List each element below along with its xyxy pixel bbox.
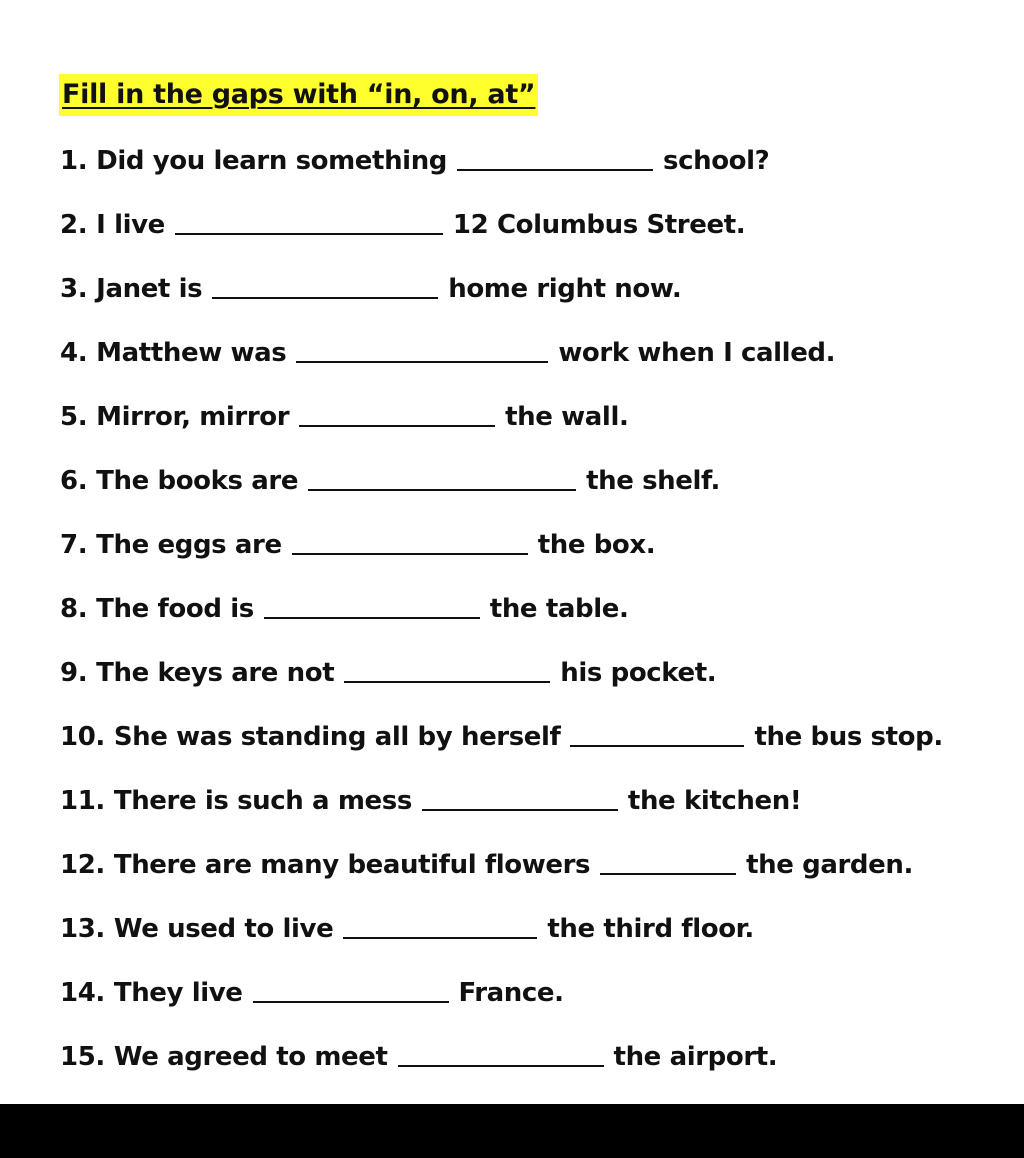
question-number: 9.	[60, 658, 88, 688]
question-text-after: the table.	[489, 594, 629, 624]
question-text-after: the kitchen!	[627, 786, 802, 816]
question-text-after: the airport.	[613, 1042, 778, 1072]
answer-blank[interactable]	[253, 1001, 449, 1003]
question-7	[60, 522, 1020, 586]
question-text-after: the box.	[537, 530, 656, 560]
question-number: 4.	[60, 338, 88, 368]
question-text-after: the bus stop.	[754, 722, 943, 752]
answer-blank[interactable]	[299, 425, 495, 427]
question-number: 5.	[60, 402, 88, 432]
question-3	[60, 266, 1020, 330]
answer-blank[interactable]	[457, 169, 653, 171]
answer-blank[interactable]	[212, 297, 438, 299]
question-number: 2.	[60, 210, 88, 240]
question-12	[60, 842, 1020, 906]
question-8	[60, 586, 1020, 650]
answer-blank[interactable]	[422, 809, 618, 811]
question-text-after: 12 Columbus Street.	[452, 210, 746, 240]
question-15	[60, 1034, 1020, 1098]
worksheet-title: Fill in the gaps with “in, on, at”	[59, 74, 538, 116]
question-6	[60, 458, 1020, 522]
question-9	[60, 650, 1020, 714]
question-list	[60, 138, 1020, 1098]
question-2	[60, 202, 1020, 266]
answer-blank[interactable]	[570, 745, 744, 747]
question-text-after: his pocket.	[560, 658, 717, 688]
question-text-before: Mirror, mirror	[96, 402, 290, 432]
question-text-after: the wall.	[505, 402, 629, 432]
answer-blank[interactable]	[344, 681, 550, 683]
question-text-before: We used to live	[113, 914, 334, 944]
question-text-after: home right now.	[448, 274, 682, 304]
question-text-after: France.	[458, 978, 564, 1008]
question-text-before: She was standing all by herself	[113, 722, 561, 752]
question-text-before: I live	[96, 210, 165, 240]
question-text-before: There is such a mess	[113, 786, 412, 816]
answer-blank[interactable]	[600, 873, 736, 875]
question-text-before: The food is	[96, 594, 254, 624]
question-number: 1.	[60, 146, 88, 176]
question-text-before: The keys are not	[96, 658, 335, 688]
footer-bar	[0, 1104, 1024, 1158]
question-number: 8.	[60, 594, 88, 624]
question-4	[60, 330, 1020, 394]
question-1	[60, 138, 1020, 202]
question-text-before: There are many beautiful flowers	[113, 850, 591, 880]
answer-blank[interactable]	[175, 233, 443, 235]
question-number: 13.	[60, 914, 105, 944]
answer-blank[interactable]	[264, 617, 480, 619]
question-13	[60, 906, 1020, 970]
question-number: 10.	[60, 722, 105, 752]
question-text-before: The books are	[96, 466, 299, 496]
answer-blank[interactable]	[296, 361, 548, 363]
title-wrap	[59, 74, 538, 116]
question-number: 14.	[60, 978, 105, 1008]
question-text-after: the shelf.	[586, 466, 720, 496]
question-text-before: The eggs are	[96, 530, 282, 560]
question-text-before: Matthew was	[96, 338, 287, 368]
answer-blank[interactable]	[343, 937, 537, 939]
answer-blank[interactable]	[292, 553, 528, 555]
question-text-before: They live	[113, 978, 243, 1008]
question-number: 12.	[60, 850, 105, 880]
question-text-after: school?	[663, 146, 770, 176]
question-number: 7.	[60, 530, 88, 560]
question-10	[60, 714, 1020, 778]
question-text-before: Janet is	[96, 274, 203, 304]
question-text-after: the third floor.	[547, 914, 754, 944]
question-text-before: Did you learn something	[96, 146, 448, 176]
question-5	[60, 394, 1020, 458]
question-number: 3.	[60, 274, 88, 304]
answer-blank[interactable]	[398, 1065, 604, 1067]
question-text-before: We agreed to meet	[113, 1042, 388, 1072]
answer-blank[interactable]	[308, 489, 576, 491]
question-14	[60, 970, 1020, 1034]
question-number: 11.	[60, 786, 105, 816]
question-text-after: work when I called.	[558, 338, 836, 368]
question-number: 6.	[60, 466, 88, 496]
question-text-after: the garden.	[746, 850, 913, 880]
question-11	[60, 778, 1020, 842]
question-number: 15.	[60, 1042, 105, 1072]
